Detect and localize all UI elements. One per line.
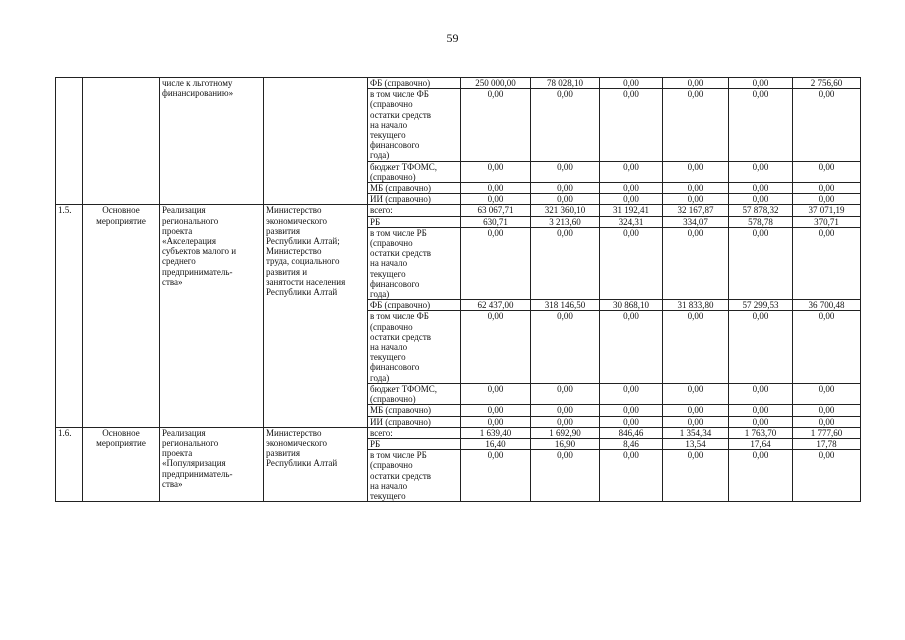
amount-cell-text: 16,40 bbox=[485, 438, 506, 449]
funding-source-cell bbox=[368, 183, 461, 194]
amount-cell bbox=[793, 78, 861, 89]
amount-cell bbox=[461, 216, 531, 227]
amount-cell bbox=[729, 194, 793, 205]
amount-cell-text: 0,00 bbox=[752, 311, 769, 322]
amount-cell bbox=[461, 227, 531, 299]
amount-cell-text: 57 878,32 bbox=[742, 205, 779, 216]
funding-source-cell-text: ФБ (справочно) bbox=[370, 78, 431, 88]
amount-cell bbox=[531, 78, 600, 89]
amount-cell-text: 0,00 bbox=[623, 89, 639, 100]
amount-cell bbox=[793, 227, 861, 299]
amount-cell bbox=[531, 205, 600, 216]
amount-cell bbox=[600, 438, 663, 449]
amount-cell-text: 17,78 bbox=[816, 438, 837, 449]
executor-cell bbox=[264, 427, 368, 501]
funding-source-cell-text: ИИ (справочно) bbox=[370, 194, 431, 205]
amount-cell bbox=[729, 416, 793, 427]
event-type-cell bbox=[83, 78, 160, 205]
amount-cell-text: 0,00 bbox=[752, 405, 769, 416]
funding-source-cell-text: в том числе ФБ (справочно остатки средств на начало текущего финансового года) bbox=[370, 89, 432, 161]
amount-cell-text: 1 692,90 bbox=[549, 427, 581, 438]
amount-cell bbox=[600, 427, 663, 438]
amount-cell bbox=[663, 227, 729, 299]
amount-cell-text: 0,00 bbox=[557, 89, 573, 100]
budget-table bbox=[55, 77, 861, 502]
amount-cell bbox=[600, 89, 663, 161]
amount-cell bbox=[600, 405, 663, 416]
amount-cell bbox=[729, 311, 793, 383]
amount-cell bbox=[600, 205, 663, 216]
amount-cell-text: 36 700,48 bbox=[808, 300, 845, 311]
amount-cell-text: 17,64 bbox=[750, 438, 771, 449]
event-name-cell bbox=[160, 78, 264, 205]
amount-cell-text: 0,00 bbox=[818, 450, 835, 461]
funding-source-cell-text: бюджет ТФОМС, (справочно) bbox=[370, 383, 437, 405]
page-number: 59 bbox=[446, 31, 459, 45]
amount-cell-text: 0,00 bbox=[487, 183, 504, 194]
amount-cell-text: 0,00 bbox=[557, 227, 573, 238]
amount-cell-text: 0,00 bbox=[557, 183, 573, 194]
amount-cell-text: 0,00 bbox=[752, 416, 769, 427]
funding-source-cell-text: в том числе ФБ (справочно остатки средств на начало текущего финансового года) bbox=[370, 311, 432, 383]
amount-cell bbox=[461, 383, 531, 404]
funding-source-cell-text: ФБ (справочно) bbox=[370, 300, 431, 311]
funding-source-cell bbox=[368, 438, 461, 449]
amount-cell bbox=[600, 183, 663, 194]
executor-cell-text: Министерство экономического развития Республики Алтай bbox=[266, 427, 338, 469]
funding-source-cell bbox=[368, 300, 461, 311]
row-number-cell bbox=[56, 205, 83, 427]
amount-cell bbox=[461, 194, 531, 205]
amount-cell bbox=[729, 300, 793, 311]
amount-cell bbox=[663, 300, 729, 311]
amount-cell-text: 0,00 bbox=[557, 161, 573, 172]
amount-cell-text: 0,00 bbox=[623, 311, 639, 322]
amount-cell-text: 0,00 bbox=[818, 311, 835, 322]
amount-cell bbox=[729, 78, 793, 89]
amount-cell bbox=[600, 450, 663, 502]
amount-cell-text: 0,00 bbox=[487, 405, 504, 416]
amount-cell bbox=[461, 161, 531, 182]
amount-cell bbox=[793, 300, 861, 311]
amount-cell bbox=[531, 450, 600, 502]
amount-cell-text: 32 167,87 bbox=[677, 205, 714, 216]
funding-source-cell-text: в том числе РБ (справочно остатки средств на начало текущего bbox=[370, 450, 432, 501]
amount-cell-text: 1 777,60 bbox=[810, 427, 843, 438]
amount-cell-text: 0,00 bbox=[687, 450, 704, 461]
amount-cell bbox=[793, 405, 861, 416]
event-name-cell bbox=[160, 427, 264, 501]
amount-cell bbox=[793, 438, 861, 449]
amount-cell-text: 0,00 bbox=[557, 311, 573, 322]
amount-cell bbox=[663, 205, 729, 216]
amount-cell-text: 0,00 bbox=[623, 227, 639, 238]
amount-cell bbox=[729, 450, 793, 502]
amount-cell-text: 0,00 bbox=[818, 183, 835, 194]
table-row bbox=[56, 427, 861, 438]
amount-cell-text: 0,00 bbox=[818, 161, 835, 172]
amount-cell-text: 0,00 bbox=[487, 194, 504, 205]
amount-cell-text: 0,00 bbox=[687, 227, 704, 238]
amount-cell bbox=[729, 438, 793, 449]
amount-cell bbox=[600, 300, 663, 311]
amount-cell-text: 8,46 bbox=[623, 438, 639, 449]
amount-cell-text: 0,00 bbox=[752, 78, 769, 88]
table-row bbox=[56, 205, 861, 216]
amount-cell-text: 0,00 bbox=[752, 450, 769, 461]
amount-cell-text: 0,00 bbox=[487, 383, 504, 394]
amount-cell-text: 0,00 bbox=[487, 416, 504, 427]
amount-cell bbox=[793, 416, 861, 427]
amount-cell-text: 0,00 bbox=[623, 450, 639, 461]
amount-cell-text: 78 028,10 bbox=[547, 78, 583, 88]
amount-cell bbox=[663, 183, 729, 194]
amount-cell bbox=[531, 216, 600, 227]
amount-cell-text: 578,78 bbox=[748, 216, 773, 227]
funding-source-cell-text: бюджет ТФОМС, (справочно) bbox=[370, 161, 437, 182]
amount-cell bbox=[793, 311, 861, 383]
amount-cell-text: 62 437,00 bbox=[477, 300, 514, 311]
funding-source-cell-text: РБ bbox=[370, 216, 381, 227]
amount-cell-text: 0,00 bbox=[818, 89, 835, 100]
amount-cell-text: 0,00 bbox=[687, 416, 704, 427]
amount-cell bbox=[600, 216, 663, 227]
amount-cell bbox=[531, 405, 600, 416]
event-type-cell bbox=[83, 427, 160, 501]
amount-cell bbox=[793, 427, 861, 438]
amount-cell-text: 0,00 bbox=[623, 78, 639, 88]
funding-source-cell-text: всего: bbox=[370, 427, 393, 438]
row-number-cell-text: 1.6. bbox=[58, 427, 72, 438]
amount-cell-text: 0,00 bbox=[487, 227, 504, 238]
funding-source-cell bbox=[368, 311, 461, 383]
amount-cell-text: 0,00 bbox=[687, 311, 704, 322]
amount-cell bbox=[600, 194, 663, 205]
amount-cell-text: 3 213,60 bbox=[549, 216, 581, 227]
amount-cell bbox=[729, 383, 793, 404]
amount-cell-text: 0,00 bbox=[687, 183, 704, 194]
amount-cell bbox=[461, 427, 531, 438]
amount-cell bbox=[793, 383, 861, 404]
executor-cell-text: Министерство экономического развития Республики Алтай; Министерство труда, социального развития и занятости населения Республики Алтай bbox=[266, 205, 346, 298]
executor-cell bbox=[264, 78, 368, 205]
amount-cell bbox=[531, 227, 600, 299]
funding-source-cell bbox=[368, 216, 461, 227]
amount-cell bbox=[531, 300, 600, 311]
amount-cell-text: 37 071,19 bbox=[808, 205, 845, 216]
amount-cell-text: 0,00 bbox=[752, 89, 769, 100]
funding-source-cell bbox=[368, 450, 461, 502]
amount-cell bbox=[461, 438, 531, 449]
amount-cell-text: 846,46 bbox=[618, 427, 644, 438]
amount-cell-text: 1 354,34 bbox=[679, 427, 712, 438]
amount-cell-text: 0,00 bbox=[818, 227, 835, 238]
amount-cell bbox=[793, 216, 861, 227]
amount-cell-text: 0,00 bbox=[557, 405, 573, 416]
amount-cell bbox=[461, 89, 531, 161]
amount-cell bbox=[461, 405, 531, 416]
amount-cell-text: 318 146,50 bbox=[544, 300, 586, 311]
funding-source-cell-text: РБ bbox=[370, 438, 381, 449]
row-number-cell bbox=[56, 78, 83, 205]
funding-source-cell bbox=[368, 416, 461, 427]
event-name-cell bbox=[160, 205, 264, 427]
event-name-cell-text: числе к льготному финансированию» bbox=[162, 78, 234, 99]
amount-cell-text: 0,00 bbox=[557, 383, 573, 394]
amount-cell bbox=[531, 383, 600, 404]
amount-cell-text: 0,00 bbox=[687, 383, 704, 394]
amount-cell bbox=[793, 183, 861, 194]
amount-cell bbox=[663, 194, 729, 205]
amount-cell bbox=[600, 311, 663, 383]
amount-cell-text: 2 756,60 bbox=[810, 78, 843, 88]
amount-cell-text: 0,00 bbox=[487, 450, 504, 461]
amount-cell bbox=[461, 183, 531, 194]
amount-cell bbox=[600, 383, 663, 404]
amount-cell bbox=[793, 89, 861, 161]
amount-cell-text: 1 763,70 bbox=[744, 427, 777, 438]
amount-cell-text: 630,71 bbox=[483, 216, 508, 227]
amount-cell bbox=[729, 427, 793, 438]
amount-cell-text: 63 067,71 bbox=[477, 205, 514, 216]
amount-cell-text: 0,00 bbox=[687, 194, 704, 205]
amount-cell-text: 0,00 bbox=[623, 161, 639, 172]
event-name-cell-text: Реализация регионального проекта «Популяризация предприниматель- ства» bbox=[162, 427, 233, 489]
funding-source-cell-text: МБ (справочно) bbox=[370, 405, 432, 416]
amount-cell bbox=[663, 416, 729, 427]
amount-cell-text: 334,07 bbox=[683, 216, 708, 227]
row-number-cell bbox=[56, 427, 83, 501]
funding-source-cell bbox=[368, 161, 461, 182]
amount-cell bbox=[600, 416, 663, 427]
row-number-cell-text: 1.5. bbox=[58, 205, 72, 216]
funding-source-cell bbox=[368, 78, 461, 89]
amount-cell bbox=[663, 161, 729, 182]
amount-cell-text: 0,00 bbox=[487, 161, 504, 172]
amount-cell bbox=[461, 300, 531, 311]
amount-cell-text: 0,00 bbox=[752, 183, 769, 194]
amount-cell bbox=[461, 416, 531, 427]
amount-cell-text: 0,00 bbox=[487, 89, 504, 100]
amount-cell bbox=[461, 450, 531, 502]
funding-source-cell bbox=[368, 194, 461, 205]
amount-cell bbox=[531, 427, 600, 438]
amount-cell bbox=[663, 216, 729, 227]
amount-cell-text: 0,00 bbox=[818, 383, 835, 394]
amount-cell-text: 0,00 bbox=[557, 416, 573, 427]
amount-cell bbox=[663, 405, 729, 416]
amount-cell-text: 0,00 bbox=[687, 405, 704, 416]
amount-cell bbox=[531, 161, 600, 182]
funding-source-cell bbox=[368, 89, 461, 161]
amount-cell-text: 0,00 bbox=[623, 405, 639, 416]
amount-cell-text: 0,00 bbox=[623, 383, 639, 394]
amount-cell bbox=[663, 438, 729, 449]
amount-cell-text: 0,00 bbox=[623, 416, 639, 427]
amount-cell bbox=[793, 194, 861, 205]
amount-cell-text: 0,00 bbox=[752, 383, 769, 394]
amount-cell-text: 0,00 bbox=[487, 311, 504, 322]
amount-cell-text: 0,00 bbox=[752, 161, 769, 172]
amount-cell bbox=[729, 183, 793, 194]
amount-cell bbox=[663, 450, 729, 502]
amount-cell bbox=[793, 450, 861, 502]
amount-cell-text: 16,90 bbox=[554, 438, 576, 449]
amount-cell-text: 0,00 bbox=[623, 183, 639, 194]
funding-source-cell bbox=[368, 405, 461, 416]
event-name-cell-text: Реализация регионального проекта «Акселерация субъектов малого и среднего предприниматель- ства» bbox=[162, 205, 237, 287]
amount-cell bbox=[531, 438, 600, 449]
amount-cell bbox=[663, 383, 729, 404]
amount-cell bbox=[461, 78, 531, 89]
amount-cell bbox=[663, 427, 729, 438]
amount-cell bbox=[531, 183, 600, 194]
amount-cell-text: 30 868,10 bbox=[613, 300, 649, 311]
amount-cell bbox=[531, 416, 600, 427]
amount-cell-text: 0,00 bbox=[557, 450, 573, 461]
funding-source-cell-text: ИИ (справочно) bbox=[370, 416, 431, 427]
amount-cell bbox=[663, 89, 729, 161]
amount-cell bbox=[600, 227, 663, 299]
amount-cell bbox=[793, 205, 861, 216]
executor-cell bbox=[264, 205, 368, 427]
event-type-cell-text: Основное мероприятие bbox=[96, 427, 146, 448]
amount-cell bbox=[793, 161, 861, 182]
event-type-cell-text: Основное мероприятие bbox=[96, 205, 146, 226]
amount-cell-text: 370,71 bbox=[814, 216, 839, 227]
amount-cell-text: 0,00 bbox=[818, 194, 835, 205]
amount-cell-text: 0,00 bbox=[687, 78, 704, 88]
funding-source-cell bbox=[368, 427, 461, 438]
funding-source-cell bbox=[368, 227, 461, 299]
amount-cell bbox=[461, 205, 531, 216]
amount-cell bbox=[531, 311, 600, 383]
amount-cell-text: 0,00 bbox=[687, 161, 704, 172]
amount-cell-text: 0,00 bbox=[623, 194, 639, 205]
amount-cell-text: 31 833,80 bbox=[677, 300, 714, 311]
amount-cell-text: 324,31 bbox=[618, 216, 644, 227]
amount-cell bbox=[729, 216, 793, 227]
amount-cell bbox=[729, 405, 793, 416]
funding-source-cell bbox=[368, 205, 461, 216]
amount-cell bbox=[729, 161, 793, 182]
amount-cell bbox=[600, 161, 663, 182]
amount-cell-text: 0,00 bbox=[557, 194, 573, 205]
funding-source-cell bbox=[368, 383, 461, 404]
amount-cell-text: 31 192,41 bbox=[613, 205, 649, 216]
funding-source-cell-text: всего: bbox=[370, 205, 393, 216]
amount-cell-text: 0,00 bbox=[687, 89, 704, 100]
amount-cell bbox=[663, 78, 729, 89]
funding-source-cell-text: МБ (справочно) bbox=[370, 183, 432, 194]
amount-cell bbox=[461, 311, 531, 383]
amount-cell-text: 250 000,00 bbox=[475, 78, 516, 88]
table-row bbox=[56, 78, 861, 89]
amount-cell-text: 57 299,53 bbox=[742, 300, 779, 311]
event-type-cell bbox=[83, 205, 160, 427]
amount-cell bbox=[729, 89, 793, 161]
funding-source-cell-text: в том числе РБ (справочно остатки средств на начало текущего финансового года) bbox=[370, 227, 432, 300]
amount-cell bbox=[663, 311, 729, 383]
amount-cell-text: 0,00 bbox=[818, 416, 835, 427]
amount-cell bbox=[729, 227, 793, 299]
amount-cell bbox=[531, 194, 600, 205]
amount-cell-text: 0,00 bbox=[752, 194, 769, 205]
amount-cell-text: 0,00 bbox=[752, 227, 769, 238]
amount-cell-text: 0,00 bbox=[818, 405, 835, 416]
amount-cell bbox=[729, 205, 793, 216]
amount-cell-text: 321 360,10 bbox=[544, 205, 586, 216]
amount-cell-text: 1 639,40 bbox=[479, 427, 512, 438]
amount-cell bbox=[531, 89, 600, 161]
amount-cell bbox=[600, 78, 663, 89]
amount-cell-text: 13,54 bbox=[685, 438, 706, 449]
